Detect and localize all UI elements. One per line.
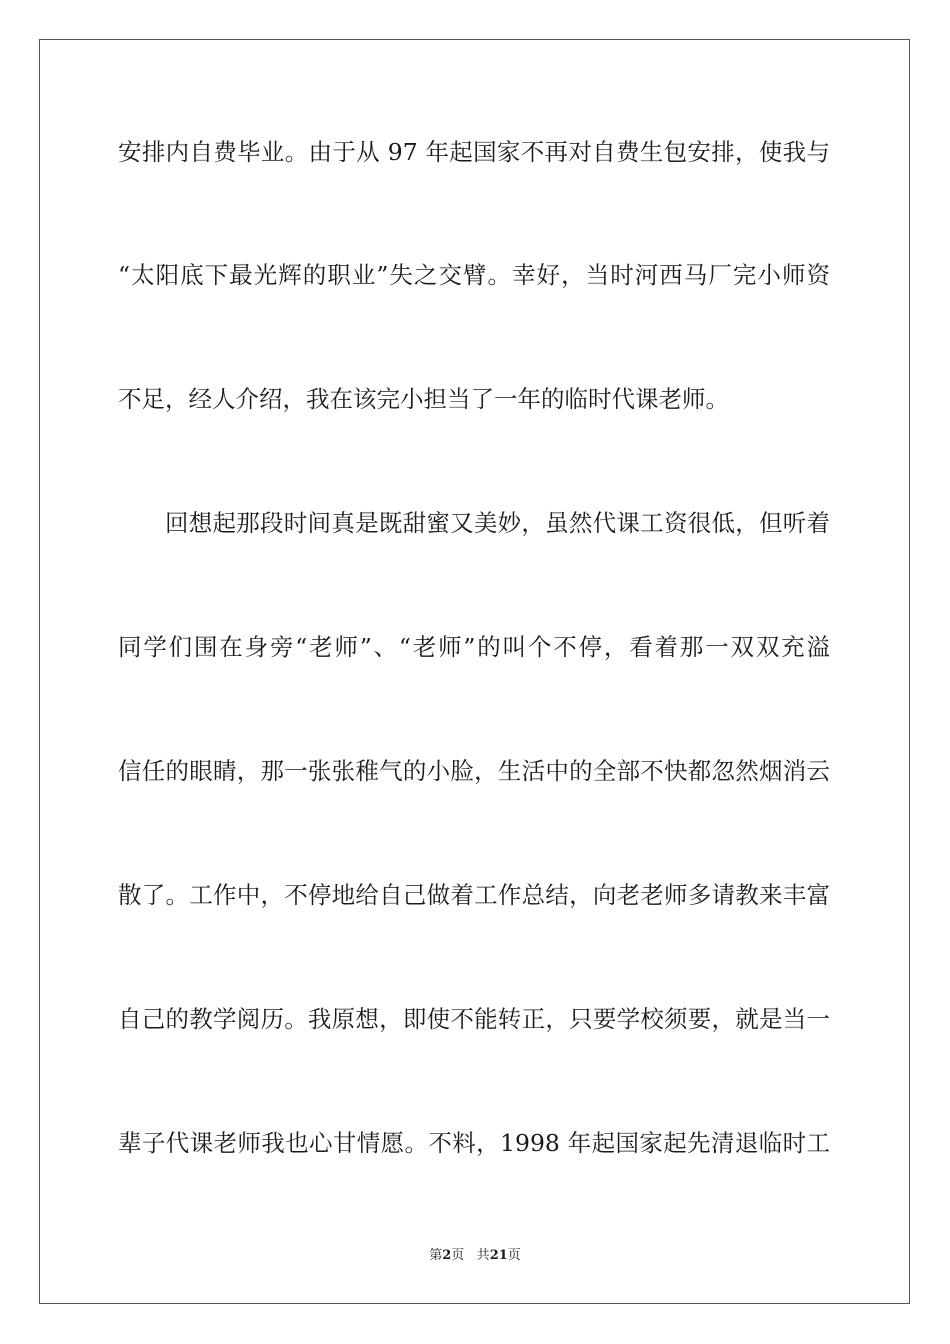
page-border bbox=[39, 39, 910, 1304]
text-line-2: “太阳底下最光辉的职业”失之交臂。幸好，当时河西马厂完小师资 bbox=[118, 261, 830, 289]
footer-total-prefix: 共 bbox=[476, 1248, 490, 1263]
footer-prefix: 第 bbox=[429, 1248, 443, 1263]
page-footer bbox=[0, 1248, 950, 1264]
text-line-5: 同学们围在身旁“老师”、“老师”的叫个不停，看着那一双双充溢 bbox=[118, 633, 830, 661]
footer-page-suffix: 页 bbox=[451, 1248, 465, 1263]
text-line-4: 回想起那段时间真是既甜蜜又美妙，虽然代课工资很低，但听着 bbox=[165, 509, 830, 537]
footer-total-suffix: 页 bbox=[507, 1248, 521, 1263]
text-line-6: 信任的眼睛，那一张张稚气的小脸，生活中的全部不快都忽然烟消云 bbox=[118, 757, 830, 785]
footer-page-number: 2 bbox=[442, 1248, 452, 1263]
text-line-8: 自己的教学阅历。我原想，即使不能转正，只要学校须要，就是当一 bbox=[118, 1005, 830, 1033]
text-line-9: 辈子代课老师我也心甘情愿。不料，1998 年起国家起先清退临时工 bbox=[118, 1129, 830, 1157]
text-line-7: 散了。工作中，不停地给自己做着工作总结，向老老师多请教来丰富 bbox=[118, 881, 830, 909]
text-line-1: 安排内自费毕业。由于从 97 年起国家不再对自费生包安排，使我与 bbox=[118, 138, 830, 166]
footer-total-pages: 21 bbox=[489, 1248, 508, 1263]
text-line-3: 不足，经人介绍，我在该完小担当了一年的临时代课老师。 bbox=[118, 385, 729, 413]
